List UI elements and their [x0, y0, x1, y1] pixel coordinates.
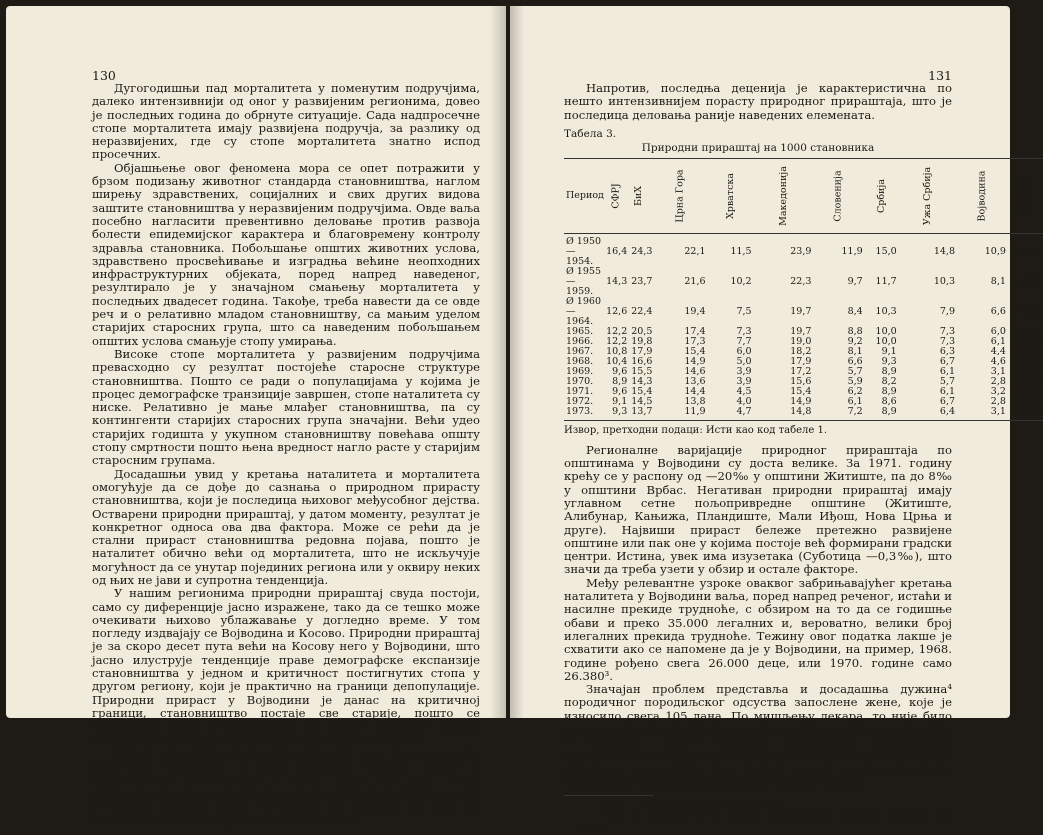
table-cell-period: 1972.	[566, 396, 594, 408]
paragraph: Значајан проблем представља и досадашња дужина⁴ породичног породиљског одсуства запослене жене, које је износило свега 105 дана. По мишљењу лекара, то није било довољно за потпун физички и психички опоравак од трудноће и порођаја. Други проблем представља немогућност адекватног смештаја и чувања детета за време док мајка ради скраћено, а и касније. Ако се има у виду да је материјална накнада за породиљско одсуство изједначена са	[564, 682, 952, 790]
table-body	[564, 234, 1043, 421]
table-header-region	[865, 159, 899, 234]
table-cell-value: 17,4	[684, 326, 706, 338]
table-cell-value: 4,7	[708, 407, 754, 421]
table-caption: Табела 3.	[564, 127, 617, 140]
paragraph: Напротив, последња деценија је карактеристична по нешто интензивнијем порасту природног прираштаја, што је последица деловања раније наведених елемената.	[564, 81, 952, 122]
table-cell-period: 1965.	[566, 326, 594, 338]
table-cell-value: 6,1	[990, 336, 1006, 348]
table-cell-value: 7,3	[939, 336, 955, 348]
table-cell-value: 27,8	[1008, 407, 1043, 421]
table-cell-value: 21,6	[684, 276, 706, 288]
table-header-row	[564, 159, 1043, 234]
table-header-label: Косово	[1019, 178, 1031, 215]
table-cell-value: 9,7	[847, 276, 863, 288]
table-cell-value: 9,1	[881, 346, 897, 358]
table-cell-value: 18,2	[790, 346, 812, 358]
table-row	[564, 297, 1043, 327]
table-cell-value: 14,8	[754, 407, 814, 421]
right-page-body	[564, 81, 1042, 835]
left-page	[6, 6, 506, 827]
table-cell-value: 15,5	[631, 366, 653, 378]
table-cell-value: 4,4	[990, 346, 1006, 358]
table-cell-period: 1966.	[566, 336, 594, 348]
table-header-region	[654, 159, 707, 234]
table-cell-value: 8,2	[881, 376, 897, 388]
table-header-region	[708, 159, 754, 234]
table-cell-value: 13,7	[629, 407, 654, 421]
table-cell-value: 8,9	[612, 376, 628, 388]
table-cell-value: 14,5	[631, 396, 653, 408]
table-header-label: СФРЈ	[610, 183, 622, 210]
table-cell-value: 23,9	[790, 246, 812, 258]
table-cell-value: 24,3	[631, 246, 653, 258]
table-cell-value: 9,1	[612, 396, 628, 408]
table-cell-value: 17,3	[684, 336, 706, 348]
table-cell-value: 16,4	[606, 246, 628, 258]
table-cell-value: 13,6	[684, 376, 706, 388]
table-header-label: Црна Гора	[674, 169, 686, 224]
table-cell-value: 8,4	[847, 306, 863, 318]
table-cell-value: 3,1	[990, 366, 1006, 378]
table-cell-value: 14,8	[933, 246, 955, 258]
table-cell-value: 5,9	[847, 376, 863, 388]
table-cell-value: 14,4	[684, 386, 706, 398]
table-cell-value: 10,0	[875, 326, 897, 338]
page-number: 131	[928, 68, 952, 83]
table-cell-value: 4,5	[736, 386, 752, 398]
table-cell-value: 25,5	[1019, 246, 1042, 258]
table-cell-value: 10,3	[875, 306, 897, 318]
table-cell-value: 27,6	[1019, 376, 1042, 388]
table-cell-value: 4,6	[990, 356, 1006, 368]
table-cell-value: 10,2	[730, 276, 752, 288]
table-cell-value: 15,4	[790, 386, 812, 398]
table-cell-value: 8,1	[847, 346, 863, 358]
table-cell-value: 7,5	[736, 306, 752, 318]
table-cell-value: 3,2	[990, 386, 1006, 398]
table-header-region	[899, 159, 957, 234]
table-header-label: Словенија	[833, 170, 845, 223]
table-cell-value: 16,6	[631, 356, 653, 368]
table-cell-period: 1967.	[566, 346, 594, 358]
footnote-divider	[564, 795, 654, 796]
table-cell-value: 15,6	[790, 376, 812, 388]
table-cell-value: 9,3	[881, 356, 897, 368]
table-cell-value: 6,7	[939, 396, 955, 408]
table-cell-value: 14,6	[684, 366, 706, 378]
natural-increase-table	[564, 158, 1043, 421]
table-cell-value: 10,3	[933, 276, 955, 288]
table-cell-value: 17,9	[631, 346, 653, 358]
paragraph: У нашим регионима природни прираштај свуда постоји, само су диференције јасно изражене, тако да се тешко може очекивати њихово ублажавање у догледно време. У том погледу издвајају се Војводина и Косово. Природни прираштај је за скоро десет пута већи на Косову него у Војводини, што јасно илуструје тенденције праве демографске експанзије становништва у једном и критичност постигнутих стопа у другом региону, који је практично на граници депопулације. Природни прираст у Војводини је данас на критичној граници, становништво постаје све старије, пошто се повећавају удели становништва са преко шездесет година старости, а смањују се контингенти деце и омладине.	[92, 586, 480, 747]
table-header-label: Македонија	[777, 166, 789, 227]
table-cell-value: 9,6	[612, 386, 628, 398]
table-cell-value: 8,6	[881, 396, 897, 408]
paragraph: Досадашњи увид у кретања наталитета и морталитета омогућује да се дође до сазнања о природном прирасту становништва, који је последица њиховог међусобног дејства. Остварени природни прираштај, у датом моменту, резултат је конкретног односа ова два фактора. Може се рећи да је стални прираст становништва редовна појава, пошто је наталитет обично већи од морталитета, што не искључује могућност да се унутар појединих региона или у оквиру неких од њих не јави и супротна тенденција.	[92, 466, 480, 587]
table-cell-period: Ø 1955—1959.	[566, 266, 601, 298]
table-cell-value: 15,0	[875, 246, 897, 258]
table-cell-value: 11,9	[654, 407, 707, 421]
table-cell-period: 1968.	[566, 356, 594, 368]
table-cell-value: 7,9	[939, 306, 955, 318]
footnote: ³ СГЈ — 1972. година, Београд, 344.	[600, 798, 785, 810]
table-row	[564, 234, 1043, 268]
table-cell-value: 7,3	[939, 326, 955, 338]
table-header-region	[629, 159, 654, 234]
table-cell-value: 28,4	[1019, 346, 1042, 358]
table-cell-value: 5,0	[736, 356, 752, 368]
table-cell-value: 8,9	[881, 366, 897, 378]
right-page	[510, 6, 1042, 834]
table-cell-value: 28,6	[1019, 356, 1042, 368]
table-header-region	[957, 159, 1008, 234]
table-cell-value: 3,1	[957, 407, 1008, 421]
table-cell-value: 10,9	[984, 246, 1006, 258]
table-cell-value: 22,4	[631, 306, 653, 318]
table-cell-period: 1971.	[566, 386, 594, 398]
table-cell-value: 9,3	[604, 407, 629, 421]
table-cell-value: 4,0	[736, 396, 752, 408]
table-cell-value: 26,2	[1019, 276, 1042, 288]
table-cell-value: 10,0	[875, 336, 897, 348]
table-cell-value: 8,1	[990, 276, 1006, 288]
table-cell-value: 2,8	[990, 376, 1006, 388]
table-cell-value: 7,3	[736, 326, 752, 338]
table-cell-value: 12,2	[606, 336, 628, 348]
table-cell-value: 9,2	[847, 336, 863, 348]
table-cell-value: 6,2	[847, 386, 863, 398]
table-cell-value: 12,2	[606, 326, 628, 338]
table-header-label: Србија	[875, 179, 887, 214]
table-cell-value: 6,1	[939, 366, 955, 378]
table-header-region	[604, 159, 629, 234]
table-cell-value: 8,9	[865, 407, 899, 421]
table-cell-value: 29,3	[1019, 386, 1042, 398]
table-cell-value: 8,9	[881, 386, 897, 398]
table-cell-value: 6,3	[939, 346, 955, 358]
table-cell-value: 19,7	[790, 306, 812, 318]
table-cell-value: 12,6	[606, 306, 628, 318]
table-cell-value: 6,1	[939, 386, 955, 398]
table-cell-value: 5,7	[847, 366, 863, 378]
table-header-label: БиХ	[633, 186, 645, 207]
table-cell-value: 23,7	[631, 276, 653, 288]
table-cell-value: 17,9	[790, 356, 812, 368]
table-row	[564, 267, 1043, 297]
paragraph: Високе стопе морталитета у развијеним подручјима превасходно су резултат постојеће старосне структуре становништва. Пошто се ради о популацијама у којима је процес демографске транзиције завршен, стопе наталитета су ниске. Релативно је мање млађег становништва, па су контингенти старијих старосних група значајни. Већи удео старијих годишта у укупном становништву повећава општу стопу смртности пошто њена вредност нагло расте у старијим старосним групама.	[92, 346, 480, 468]
table-cell-value: 28,8	[1019, 336, 1042, 348]
table-cell-value: 17,2	[790, 366, 812, 378]
table-header-label: Ужа Србија	[921, 167, 933, 226]
table-header-region	[1008, 159, 1043, 234]
table-cell-value: 6,7	[939, 356, 955, 368]
table-cell-period: 1970.	[566, 376, 594, 388]
table-cell-value: 7,7	[736, 336, 752, 348]
table-header-region	[754, 159, 814, 234]
table-cell-value: 15,4	[631, 386, 653, 398]
paragraph: Низак природни прираштај обележје је и становништва Хрватске, Словеније и уже подручја Србије. Босна и Херцеговина, Македонија и Црна Гора још увек имају релативно значајан природни прираштај становништва, али је и процес опадања доста наглашен. За разлику од њих, на Косову се не примећује слична тенденција.	[92, 745, 480, 827]
table-cell-value: 14,9	[684, 356, 706, 368]
table-title: Природни прираштај на 1000 становника	[641, 142, 875, 155]
table-cell-value: 14,9	[790, 396, 812, 408]
book-spine-shadow	[490, 6, 506, 718]
table-cell-value: 6,4	[899, 407, 957, 421]
table-cell-value: 2,8	[990, 396, 1006, 408]
table-cell-value: 19,8	[631, 336, 653, 348]
table-cell-value: 15,4	[684, 346, 706, 358]
table-cell-value: 22,1	[684, 246, 706, 258]
table-cell-value: 3,9	[736, 366, 752, 378]
table-cell-value: 5,7	[939, 376, 955, 388]
table-cell-value: 20,5	[631, 326, 653, 338]
table-cell-period: Ø 1950—1954.	[566, 236, 601, 268]
table-cell-value: 28,4	[1019, 306, 1042, 318]
table-cell-value: 6,6	[990, 306, 1006, 318]
table-cell-value: 6,0	[736, 346, 752, 358]
table-cell-value: 10,8	[606, 346, 628, 358]
table-cell-value: 11,9	[841, 246, 863, 258]
table-cell-value: 22,3	[790, 276, 812, 288]
footnote: ⁴ Од 1. јануара 1975. године породиљско одсуство износи 210 дана.	[578, 810, 952, 834]
table-cell-value: 11,7	[875, 276, 897, 288]
table-cell-value: 3,9	[736, 376, 752, 388]
table-cell-value: 29,2	[1019, 326, 1042, 338]
table-cell-value: 29,3	[1019, 366, 1042, 378]
table-cell-period: Ø 1960—1964.	[566, 296, 601, 328]
table-cell-value: 11,5	[730, 246, 752, 258]
page-number: 130	[92, 68, 116, 83]
table-cell-value: 10,4	[606, 356, 628, 368]
table-cell-period: 1969.	[566, 366, 594, 378]
table-header-period: Период	[564, 159, 604, 234]
table-header-label: Војводина	[976, 171, 988, 222]
paragraph: Дугогодишњи пад морталитета у поменутим подручјима, далеко интензивнији од оног у развијеним регионима, довео је последњих година до обрнуте ситуације. Сада надпросечне стопе морталитета имају развијена подручја, за разлику од неразвијених, где су стопе морталитета знатно испод просечних.	[92, 81, 480, 162]
table-cell-value: 6,6	[847, 356, 863, 368]
table-header-region	[813, 159, 864, 234]
table-cell-value: 8,8	[847, 326, 863, 338]
table-cell-value: 14,3	[606, 276, 628, 288]
left-page-body	[92, 82, 480, 827]
table-cell-value: 6,1	[847, 396, 863, 408]
table-cell-value: 14,3	[631, 376, 653, 388]
table-cell-value: 29,1	[1019, 396, 1042, 408]
book-spine-shadow	[510, 6, 524, 718]
paragraph: Објашњење овог феномена мора се опет потражити у брзом подизању животног стандарда становништва, наглом ширењу здравствених, социјалних и свих других видова заштите становништва у неразвијеним подручјима. Овде ваља посебно нагласити превентивно деловање против развоја болести епидемијског карактера и благовремену контролу здравља становника. Побољшање општих животних услова, здравствено просвећивање и изградња већине неопходних инфраструктурних објеката, поред напред наведеног, резултирало је у значајном смањењу морталитета у последњих двадесет година. Такође, треба навести да се овде реч и о релативно младом становништву, са мањим уделом старијих старосних група, што са наведеним побољшањем општих услова смањује стопу умирања.	[92, 160, 480, 348]
table-header-label: Хрватска	[724, 173, 736, 220]
paragraph: Регионалне варијације природног прираштаја по општинама у Војводини су доста велике. За 1971. годину крећу се у распону од —20‰ у општини Житиште, па до 8‰ у општини Врбас. Негативан природни прираштај имају углавном сетне пољопривредне општине (Житиште, Алибунар, Кањижа, Пландиште, Мали Иђош, Нова Црња и друге). Највиши прираст бележе претежно развијене општине или пак оне у којима постоје већ формирани градски центри. Истина, увек има изузетака (Суботица —0,3‰), што значи да треба узети у обзир и остале факторе.	[564, 442, 952, 577]
table-cell-period: 1973.	[564, 407, 604, 421]
table-cell-value: 7,2	[813, 407, 864, 421]
table-row	[564, 407, 1043, 421]
table-cell-value: 19,0	[790, 336, 812, 348]
paragraph: Међу релевантне узроке оваквог забрињавајућег кретања наталитета у Војводини ваља, поред напред реченог, истаћи и насилне прекиде трудноће, с обзиром на то да се годишње обави и преко 35.000 легалних и, вероватно, велики број илегалних прекида трудноће. Тежину овог податка лакше је схватити ако се напомене да је у Војводини, на пример, 1968. године рођено свега 26.000 деце, или 1970. године само 26.380³.	[564, 575, 952, 683]
table-source: Извор, претходни подаци: Исти као код табеле 1.	[564, 425, 828, 437]
table-cell-value: 19,4	[684, 306, 706, 318]
table-cell-value: 13,8	[684, 396, 706, 408]
table-cell-value: 19,7	[790, 326, 812, 338]
table-cell-value: 6,0	[990, 326, 1006, 338]
table-cell-value: 9,6	[612, 366, 628, 378]
